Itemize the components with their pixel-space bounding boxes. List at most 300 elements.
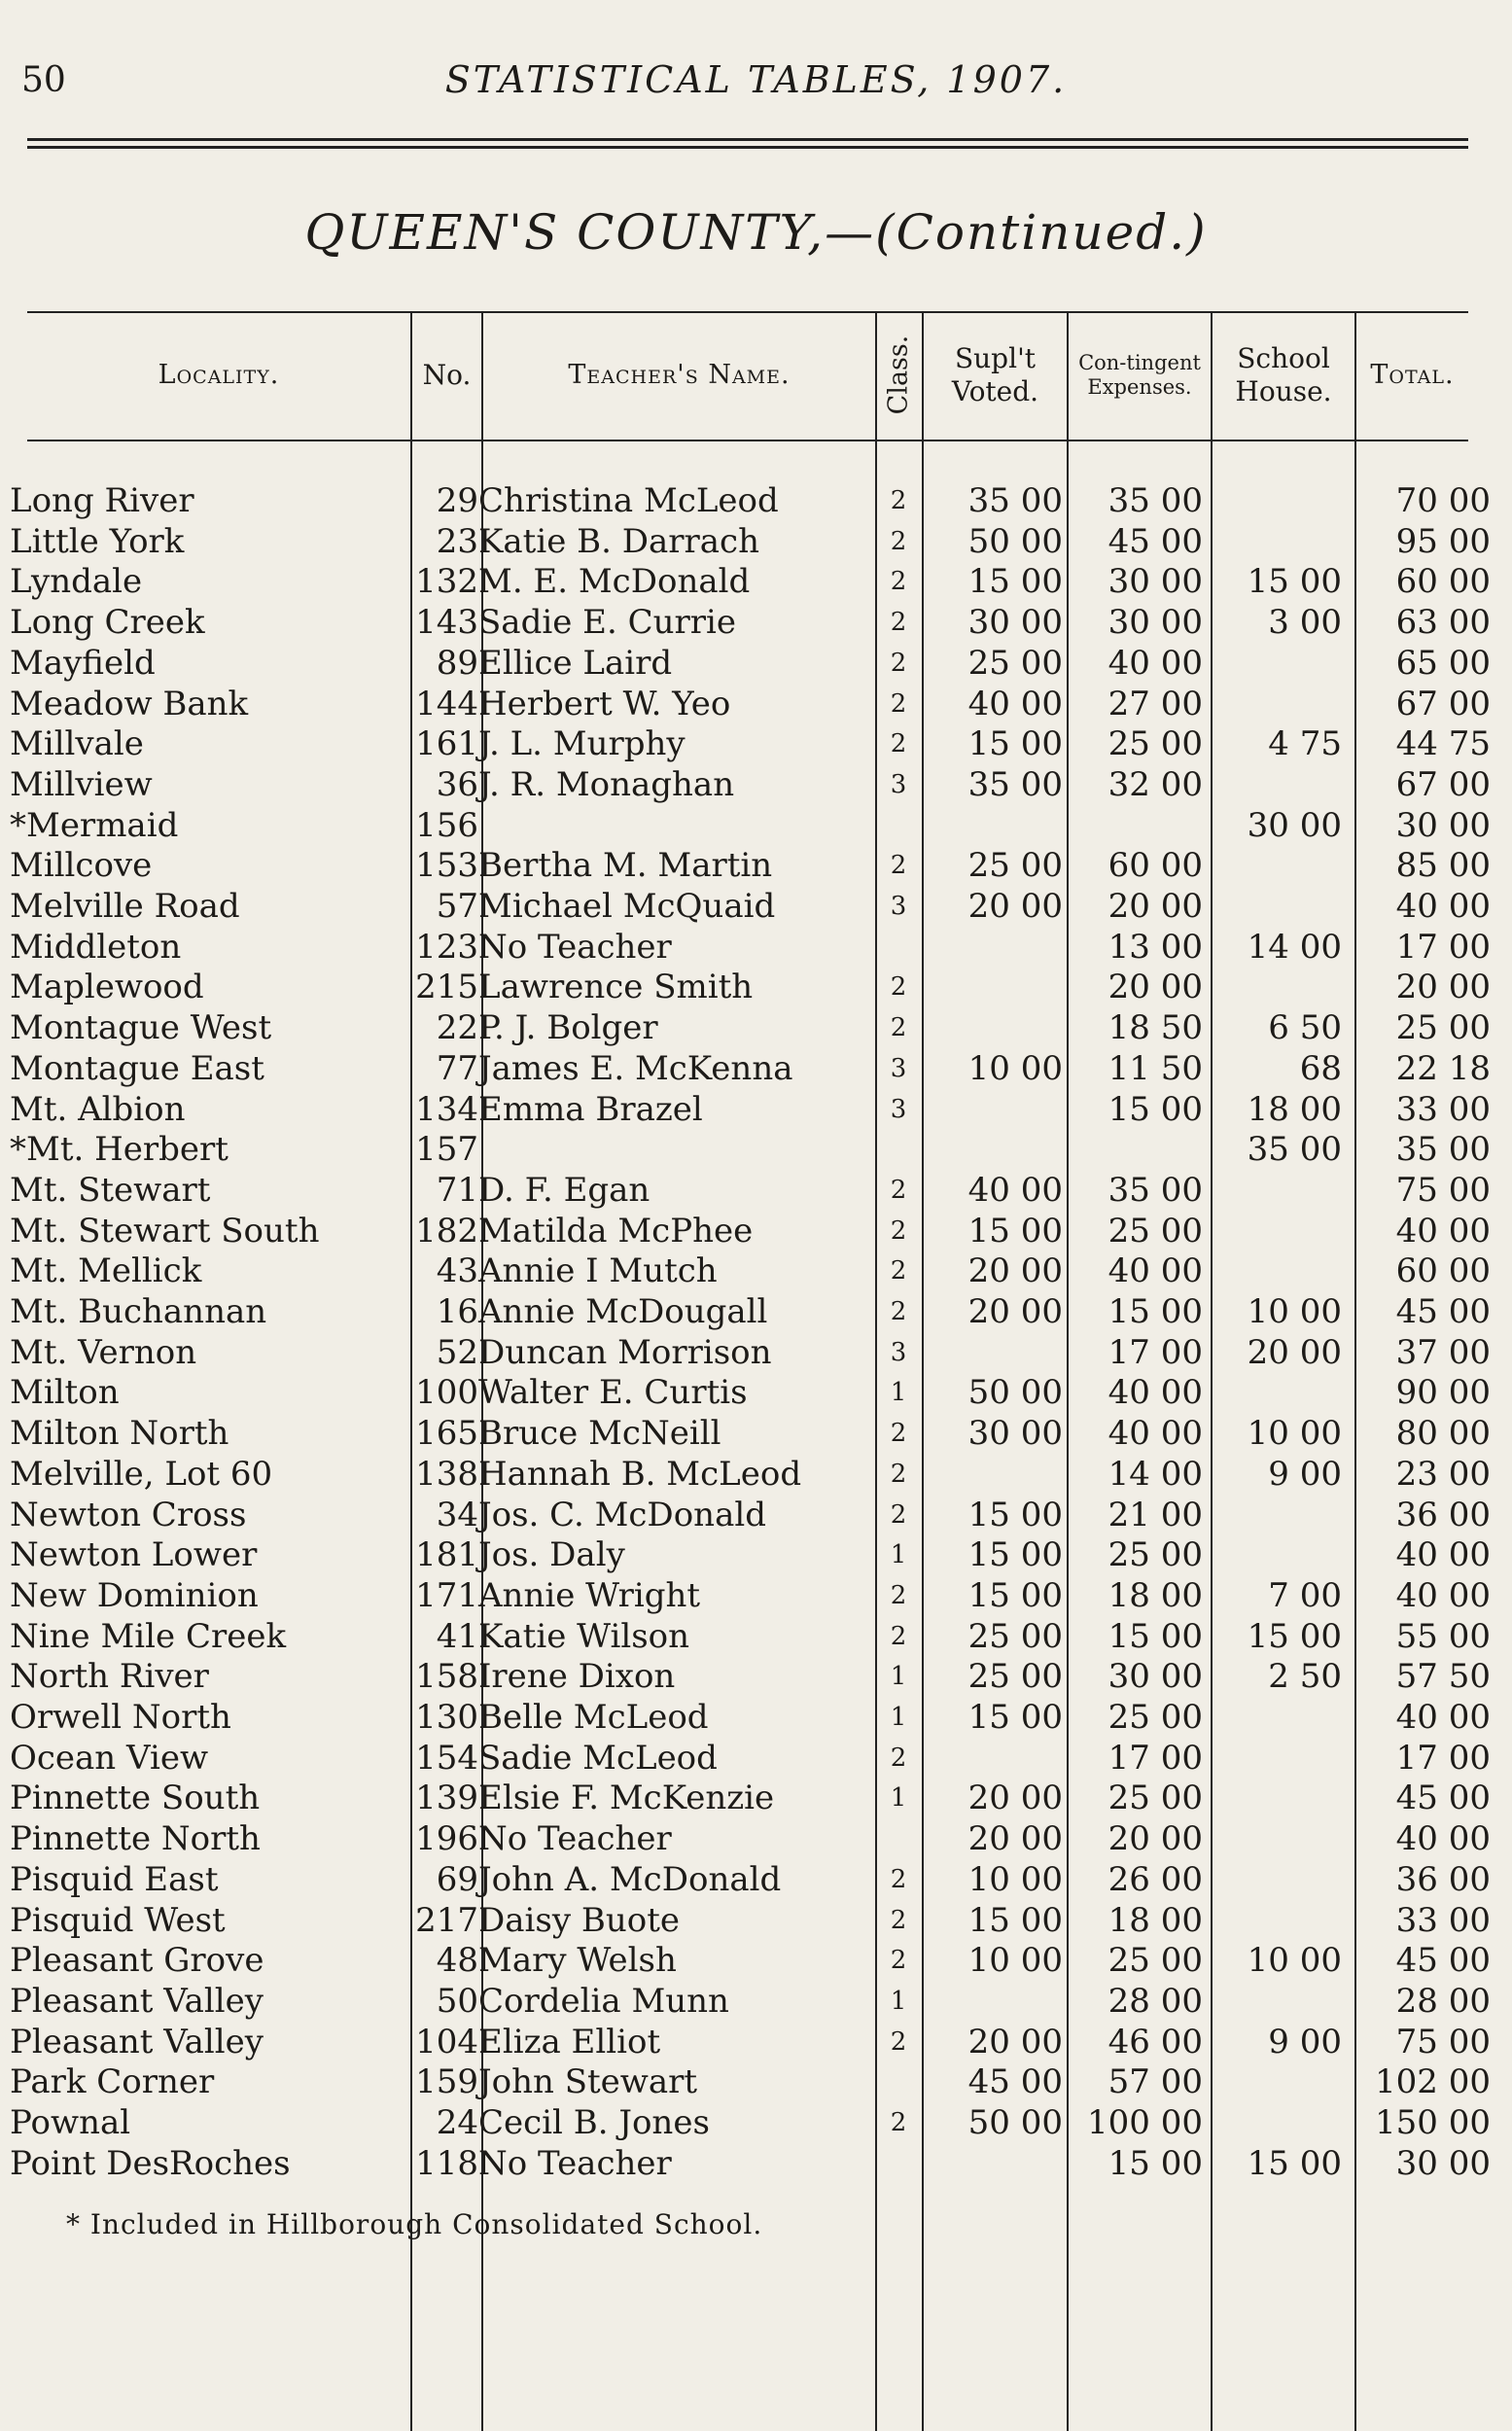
supplement-voted-cell: 25 00: [967, 1616, 1063, 1656]
locality-cell: Maplewood: [10, 968, 204, 1007]
supplement-voted-cell: 30 00: [967, 603, 1063, 643]
class-cell: 2: [890, 526, 907, 556]
total-cell: 37 00: [1395, 1332, 1491, 1372]
table-header-rule: [27, 440, 1468, 441]
supplement-voted-cell: 15 00: [967, 1535, 1063, 1575]
table-row: [0, 2143, 1512, 2184]
locality-cell: Ocean View: [10, 1738, 209, 1778]
class-cell: 2: [890, 1459, 907, 1489]
school-house-cell: 7 00: [1268, 1575, 1342, 1615]
supplement-voted-cell: 25 00: [967, 1657, 1063, 1697]
supplement-voted-cell: 20 00: [967, 1251, 1063, 1291]
total-cell: 40 00: [1395, 1819, 1491, 1859]
class-cell: 3: [890, 1337, 907, 1367]
supplement-voted-cell: 45 00: [967, 2062, 1063, 2102]
locality-cell: Mayfield: [10, 643, 156, 683]
contingent-expenses-cell: 30 00: [1108, 562, 1203, 602]
class-cell: 2: [890, 1946, 907, 1976]
number-cell: 100: [415, 1373, 478, 1413]
total-cell: 40 00: [1395, 1575, 1491, 1615]
teacher-name-cell: Jos. Daly: [478, 1535, 625, 1575]
table-row: [0, 967, 1512, 1007]
teacher-name-cell: Cecil B. Jones: [478, 2103, 710, 2142]
contingent-expenses-cell: 25 00: [1108, 1698, 1203, 1737]
page-number: 50: [21, 60, 66, 100]
contingent-expenses-cell: 11 50: [1108, 1048, 1203, 1088]
supplement-voted-cell: 35 00: [967, 481, 1063, 520]
number-cell: 34: [436, 1495, 478, 1534]
contingent-expenses-cell: 25 00: [1108, 1941, 1203, 1981]
teacher-name-cell: Katie B. Darrach: [478, 521, 759, 561]
header-class: Class.: [883, 335, 914, 414]
teacher-name-cell: Annie Wright: [478, 1575, 701, 1615]
school-house-cell: 10 00: [1247, 1292, 1342, 1331]
running-title: STATISTICAL TABLES, 1907.: [444, 58, 1068, 101]
total-cell: 45 00: [1395, 1779, 1491, 1818]
teacher-name-cell: Irene Dixon: [478, 1657, 676, 1697]
table-row: [0, 1048, 1512, 1089]
contingent-expenses-cell: 46 00: [1108, 2022, 1203, 2061]
total-cell: 30 00: [1395, 2143, 1491, 2183]
total-cell: 75 00: [1395, 2022, 1491, 2061]
locality-cell: Melville, Lot 60: [10, 1454, 273, 1494]
total-cell: 17 00: [1395, 927, 1491, 967]
total-cell: 36 00: [1395, 1859, 1491, 1899]
contingent-expenses-cell: 17 00: [1108, 1738, 1203, 1778]
locality-cell: Millview: [10, 764, 153, 804]
class-cell: 1: [890, 1783, 907, 1814]
teacher-name-cell: J. R. Monaghan: [478, 764, 735, 804]
teacher-name-cell: D. F. Egan: [478, 1170, 651, 1210]
total-cell: 55 00: [1395, 1616, 1491, 1656]
table-row: [0, 602, 1512, 643]
number-cell: 215: [415, 968, 478, 1007]
table-row: [0, 1089, 1512, 1130]
total-cell: 28 00: [1395, 1981, 1491, 2021]
supplement-voted-cell: 15 00: [967, 1698, 1063, 1737]
locality-cell: Pleasant Valley: [10, 2022, 264, 2061]
locality-cell: Pisquid West: [10, 1900, 226, 1940]
contingent-expenses-cell: 20 00: [1108, 1819, 1203, 1859]
supplement-voted-cell: 20 00: [967, 1292, 1063, 1331]
header-no: No.: [422, 359, 472, 392]
locality-cell: Millcove: [10, 846, 153, 886]
contingent-expenses-cell: 15 00: [1108, 1616, 1203, 1656]
number-cell: 50: [436, 1981, 478, 2021]
contingent-expenses-cell: 40 00: [1108, 1373, 1203, 1413]
table-row: [0, 1454, 1512, 1495]
table-row: [0, 1211, 1512, 1251]
teacher-name-cell: Annie I Mutch: [478, 1251, 718, 1291]
number-cell: 181: [415, 1535, 478, 1575]
class-cell: 2: [890, 2108, 907, 2137]
header-rule-bottom: [27, 146, 1468, 149]
total-cell: 30 00: [1395, 805, 1491, 845]
header-contingent-expenses: Con-tingent Expenses.: [1078, 350, 1201, 399]
locality-cell: Pinnette North: [10, 1819, 261, 1859]
contingent-expenses-cell: 18 00: [1108, 1575, 1203, 1615]
class-cell: 1: [890, 1703, 907, 1732]
total-cell: 95 00: [1395, 521, 1491, 561]
school-house-cell: 4 75: [1268, 724, 1342, 764]
total-cell: 67 00: [1395, 684, 1491, 723]
locality-cell: Melville Road: [10, 887, 240, 926]
total-cell: 36 00: [1395, 1495, 1491, 1534]
teacher-name-cell: Jos. C. McDonald: [478, 1495, 766, 1534]
supplement-voted-cell: 10 00: [967, 1048, 1063, 1088]
number-cell: 217: [415, 1900, 478, 1940]
teacher-name-cell: Annie McDougall: [478, 1292, 768, 1331]
supplement-voted-cell: 15 00: [967, 562, 1063, 602]
table-row: [0, 1940, 1512, 1981]
total-cell: 57 50: [1395, 1657, 1491, 1697]
number-cell: 43: [436, 1251, 478, 1291]
contingent-expenses-cell: 57 00: [1108, 2062, 1203, 2102]
class-cell: 2: [890, 1499, 907, 1530]
locality-cell: Montague East: [10, 1048, 264, 1088]
locality-cell: Park Corner: [10, 2062, 215, 2102]
table-row: [0, 805, 1512, 846]
table-row: [0, 723, 1512, 764]
table-row: [0, 1859, 1512, 1900]
number-cell: 89: [436, 643, 478, 683]
locality-cell: Point DesRoches: [10, 2143, 291, 2183]
teacher-name-cell: Mary Welsh: [478, 1941, 677, 1981]
contingent-expenses-cell: 25 00: [1108, 1535, 1203, 1575]
class-cell: 1: [890, 1540, 907, 1570]
total-cell: 40 00: [1395, 1698, 1491, 1737]
contingent-expenses-cell: 45 00: [1108, 521, 1203, 561]
supplement-voted-cell: 50 00: [967, 1373, 1063, 1413]
teacher-name-cell: Eliza Elliot: [478, 2022, 661, 2061]
teacher-name-cell: Michael McQuaid: [478, 887, 776, 926]
locality-cell: Mt. Albion: [10, 1089, 186, 1129]
number-cell: 132: [415, 562, 478, 602]
class-cell: 1: [890, 1378, 907, 1408]
number-cell: 144: [415, 684, 478, 723]
teacher-name-cell: James E. McKenna: [478, 1048, 793, 1088]
table-row: [0, 1129, 1512, 1170]
number-cell: 48: [436, 1941, 478, 1981]
footnote: * Included in Hillborough Consolidated School.: [66, 2208, 763, 2240]
total-cell: 40 00: [1395, 1211, 1491, 1251]
locality-cell: New Dominion: [10, 1575, 259, 1615]
supplement-voted-cell: 20 00: [967, 1819, 1063, 1859]
teacher-name-cell: Cordelia Munn: [478, 1981, 729, 2021]
total-cell: 80 00: [1395, 1414, 1491, 1454]
contingent-expenses-cell: 32 00: [1108, 764, 1203, 804]
total-cell: 60 00: [1395, 1251, 1491, 1291]
class-cell: 2: [890, 688, 907, 719]
locality-cell: Mt. Mellick: [10, 1251, 202, 1291]
contingent-expenses-cell: 20 00: [1108, 968, 1203, 1007]
supplement-voted-cell: 20 00: [967, 887, 1063, 926]
header-supplement-voted: Supl't Voted.: [951, 342, 1039, 407]
total-cell: 22 18: [1395, 1048, 1491, 1088]
supplement-voted-cell: 40 00: [967, 684, 1063, 723]
number-cell: 156: [415, 805, 478, 845]
locality-cell: Mt. Stewart South: [10, 1211, 320, 1251]
class-cell: 2: [890, 567, 907, 597]
locality-cell: Middleton: [10, 927, 182, 967]
table-row: [0, 480, 1512, 521]
contingent-expenses-cell: 28 00: [1108, 1981, 1203, 2021]
number-cell: 196: [415, 1819, 478, 1859]
locality-cell: Millvale: [10, 724, 144, 764]
table-row: [0, 2022, 1512, 2062]
number-cell: 29: [436, 481, 478, 520]
number-cell: 157: [415, 1130, 478, 1170]
locality-cell: Long River: [10, 481, 194, 520]
contingent-expenses-cell: 13 00: [1108, 927, 1203, 967]
table-row: [0, 643, 1512, 684]
class-cell: 2: [890, 1013, 907, 1043]
contingent-expenses-cell: 20 00: [1108, 887, 1203, 926]
class-cell: 2: [890, 1256, 907, 1286]
contingent-expenses-cell: 35 00: [1108, 1170, 1203, 1210]
school-house-cell: 30 00: [1247, 805, 1342, 845]
table-row: [0, 1332, 1512, 1373]
contingent-expenses-cell: 18 00: [1108, 1900, 1203, 1940]
supplement-voted-cell: 15 00: [967, 1211, 1063, 1251]
teacher-name-cell: J. L. Murphy: [478, 724, 686, 764]
teacher-name-cell: Sadie McLeod: [478, 1738, 718, 1778]
locality-cell: Orwell North: [10, 1698, 231, 1737]
teacher-name-cell: Christina McLeod: [478, 481, 779, 520]
class-cell: 2: [890, 1419, 907, 1449]
total-cell: 45 00: [1395, 1292, 1491, 1331]
total-cell: 60 00: [1395, 562, 1491, 602]
total-cell: 40 00: [1395, 887, 1491, 926]
locality-cell: Mt. Stewart: [10, 1170, 211, 1210]
header-total: Total.: [1370, 359, 1455, 390]
contingent-expenses-cell: 60 00: [1108, 846, 1203, 886]
number-cell: 71: [436, 1170, 478, 1210]
number-cell: 23: [436, 521, 478, 561]
table-row: [0, 1818, 1512, 1859]
total-cell: 150 00: [1375, 2103, 1491, 2142]
class-cell: 2: [890, 1743, 907, 1773]
contingent-expenses-cell: 25 00: [1108, 724, 1203, 764]
table-row: [0, 1372, 1512, 1413]
table-row: [0, 2102, 1512, 2143]
locality-cell: Nine Mile Creek: [10, 1616, 287, 1656]
contingent-expenses-cell: 25 00: [1108, 1211, 1203, 1251]
total-cell: 70 00: [1395, 481, 1491, 520]
total-cell: 45 00: [1395, 1941, 1491, 1981]
total-cell: 33 00: [1395, 1900, 1491, 1940]
table-row: [0, 1291, 1512, 1332]
table-row: [0, 1738, 1512, 1779]
class-cell: 2: [890, 972, 907, 1003]
locality-cell: Pleasant Valley: [10, 1981, 264, 2021]
contingent-expenses-cell: 35 00: [1108, 481, 1203, 520]
teacher-name-cell: John A. McDonald: [478, 1859, 782, 1899]
supplement-voted-cell: 30 00: [967, 1414, 1063, 1454]
contingent-expenses-cell: 40 00: [1108, 1251, 1203, 1291]
number-cell: 69: [436, 1859, 478, 1899]
header-teacher-name: Teacher's Name.: [568, 359, 791, 390]
locality-cell: North River: [10, 1657, 209, 1697]
table-row: [0, 1697, 1512, 1738]
table-row: [0, 1778, 1512, 1818]
number-cell: 138: [415, 1454, 478, 1494]
contingent-expenses-cell: 27 00: [1108, 684, 1203, 723]
teacher-name-cell: Bruce McNeill: [478, 1414, 721, 1454]
table-row: [0, 521, 1512, 562]
class-cell: 2: [890, 1175, 907, 1205]
number-cell: 134: [415, 1089, 478, 1129]
number-cell: 143: [415, 603, 478, 643]
teacher-name-cell: Lawrence Smith: [478, 968, 754, 1007]
class-cell: 2: [890, 1905, 907, 1935]
table-row: [0, 1251, 1512, 1291]
teacher-name-cell: Belle McLeod: [478, 1698, 709, 1737]
class-cell: 3: [890, 769, 907, 799]
locality-cell: Little York: [10, 521, 185, 561]
number-cell: 159: [415, 2062, 478, 2102]
supplement-voted-cell: 25 00: [967, 846, 1063, 886]
supplement-voted-cell: 35 00: [967, 764, 1063, 804]
total-cell: 102 00: [1375, 2062, 1491, 2102]
locality-cell: Newton Lower: [10, 1535, 258, 1575]
locality-cell: Newton Cross: [10, 1495, 247, 1534]
supplement-voted-cell: 10 00: [967, 1941, 1063, 1981]
teacher-name-cell: M. E. McDonald: [478, 562, 751, 602]
total-cell: 35 00: [1395, 1130, 1491, 1170]
contingent-expenses-cell: 15 00: [1108, 1292, 1203, 1331]
class-cell: 3: [890, 1053, 907, 1083]
supplement-voted-cell: 15 00: [967, 724, 1063, 764]
total-cell: 75 00: [1395, 1170, 1491, 1210]
locality-cell: Milton: [10, 1373, 120, 1413]
number-cell: 153: [415, 846, 478, 886]
teacher-name-cell: Ellice Laird: [478, 643, 673, 683]
supplement-voted-cell: 15 00: [967, 1900, 1063, 1940]
table-row: [0, 561, 1512, 602]
class-cell: 2: [890, 648, 907, 678]
locality-cell: Pleasant Grove: [10, 1941, 264, 1981]
table-row: [0, 1616, 1512, 1657]
teacher-name-cell: Daisy Buote: [478, 1900, 681, 1940]
class-cell: 2: [890, 851, 907, 881]
class-cell: 1: [890, 1662, 907, 1692]
locality-cell: Pisquid East: [10, 1859, 219, 1899]
total-cell: 90 00: [1395, 1373, 1491, 1413]
header-school-house: School House.: [1235, 342, 1332, 407]
number-cell: 161: [415, 724, 478, 764]
teacher-name-cell: P. J. Bolger: [478, 1008, 658, 1048]
header-rule-top: [27, 138, 1468, 141]
number-cell: 22: [436, 1008, 478, 1048]
contingent-expenses-cell: 100 00: [1087, 2103, 1203, 2142]
locality-cell: Mt. Vernon: [10, 1332, 197, 1372]
school-house-cell: 15 00: [1247, 562, 1342, 602]
supplement-voted-cell: 20 00: [967, 1779, 1063, 1818]
school-house-cell: 68: [1299, 1048, 1342, 1088]
total-cell: 20 00: [1395, 968, 1491, 1007]
total-cell: 65 00: [1395, 643, 1491, 683]
number-cell: 158: [415, 1657, 478, 1697]
locality-cell: Milton North: [10, 1414, 229, 1454]
contingent-expenses-cell: 18 50: [1108, 1008, 1203, 1048]
number-cell: 52: [436, 1332, 478, 1372]
supplement-voted-cell: 20 00: [967, 2022, 1063, 2061]
teacher-name-cell: Walter E. Curtis: [478, 1373, 748, 1413]
teacher-name-cell: Hannah B. McLeod: [478, 1454, 802, 1494]
number-cell: 41: [436, 1616, 478, 1656]
contingent-expenses-cell: 15 00: [1108, 1089, 1203, 1129]
school-house-cell: 35 00: [1247, 1130, 1342, 1170]
teacher-name-cell: Elsie F. McKenzie: [478, 1779, 775, 1818]
class-cell: 2: [890, 1297, 907, 1326]
teacher-name-cell: John Stewart: [478, 2062, 698, 2102]
total-cell: 67 00: [1395, 764, 1491, 804]
table-row: [0, 1007, 1512, 1048]
total-cell: 33 00: [1395, 1089, 1491, 1129]
table-row: [0, 886, 1512, 927]
school-house-cell: 15 00: [1247, 1616, 1342, 1656]
table-row: [0, 1656, 1512, 1697]
school-house-cell: 9 00: [1268, 2022, 1342, 2061]
class-cell: 2: [890, 608, 907, 638]
locality-cell: Pinnette South: [10, 1779, 261, 1818]
teacher-name-cell: Herbert W. Yeo: [478, 684, 731, 723]
total-cell: 17 00: [1395, 1738, 1491, 1778]
locality-cell: Long Creek: [10, 603, 205, 643]
supplement-voted-cell: 50 00: [967, 521, 1063, 561]
number-cell: 139: [415, 1779, 478, 1818]
number-cell: 16: [436, 1292, 478, 1331]
teacher-name-cell: No Teacher: [478, 927, 672, 967]
contingent-expenses-cell: 15 00: [1108, 2143, 1203, 2183]
number-cell: 182: [415, 1211, 478, 1251]
class-cell: 3: [890, 892, 907, 921]
locality-cell: *Mt. Herbert: [10, 1130, 229, 1170]
contingent-expenses-cell: 14 00: [1108, 1454, 1203, 1494]
class-cell: 2: [890, 1580, 907, 1610]
table-row: [0, 1981, 1512, 2022]
supplement-voted-cell: 15 00: [967, 1495, 1063, 1534]
contingent-expenses-cell: 30 00: [1108, 1657, 1203, 1697]
number-cell: 104: [415, 2022, 478, 2061]
class-cell: 2: [890, 1216, 907, 1246]
table-row: [0, 1900, 1512, 1941]
contingent-expenses-cell: 26 00: [1108, 1859, 1203, 1899]
locality-cell: Mt. Buchannan: [10, 1292, 267, 1331]
header-locality: Locality.: [158, 359, 280, 390]
table-row: [0, 845, 1512, 886]
table-row: [0, 684, 1512, 724]
school-house-cell: 3 00: [1268, 603, 1342, 643]
total-cell: 25 00: [1395, 1008, 1491, 1048]
school-house-cell: 6 50: [1268, 1008, 1342, 1048]
table-row: [0, 927, 1512, 968]
total-cell: 63 00: [1395, 603, 1491, 643]
table-row: [0, 1534, 1512, 1575]
table-row: [0, 1575, 1512, 1616]
number-cell: 171: [415, 1575, 478, 1615]
table-row: [0, 1495, 1512, 1535]
supplement-voted-cell: 50 00: [967, 2103, 1063, 2142]
table-row: [0, 1170, 1512, 1211]
total-cell: 40 00: [1395, 1535, 1491, 1575]
total-cell: 23 00: [1395, 1454, 1491, 1494]
school-house-cell: 18 00: [1247, 1089, 1342, 1129]
number-cell: 154: [415, 1738, 478, 1778]
class-cell: 2: [890, 1621, 907, 1651]
locality-cell: Pownal: [10, 2103, 131, 2142]
